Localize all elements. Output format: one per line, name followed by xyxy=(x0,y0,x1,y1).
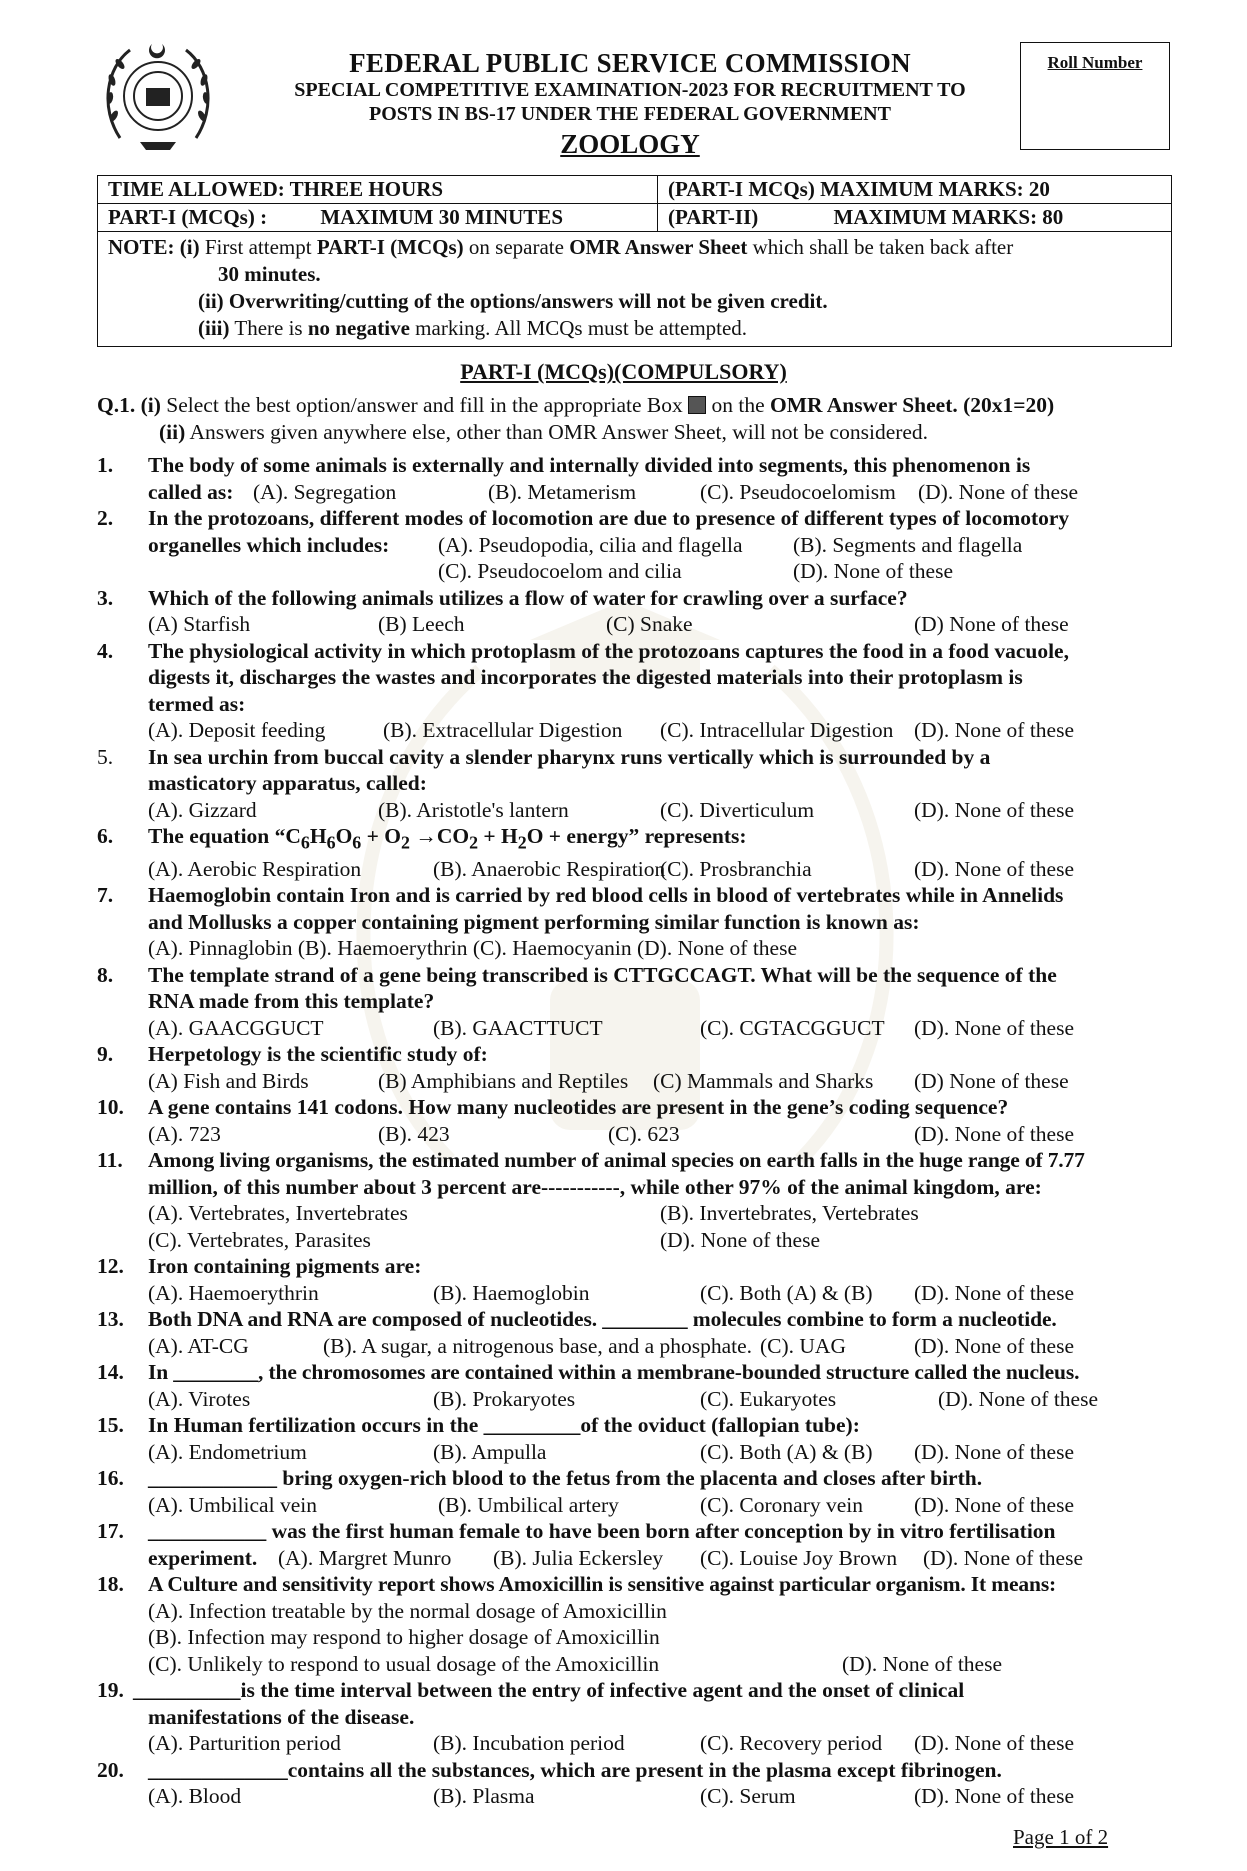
mcq-list xyxy=(97,452,1177,1810)
question-6: 6. The equation “$C_6H_6O_6 + O_2 \to CO_2 + H_2O$ + energy” represents: (A). Aerobic Respiration (B). Anaerobic Respiration (C). Prosbranchia (D). None of these xyxy=(97,824,1075,881)
q1-line-2: (ii) Answers given anywhere else, other than OMR Answer Sheet, will not be considered. xyxy=(159,419,929,444)
option-d[interactable]: (D). None of these xyxy=(923,1545,1084,1570)
option-c[interactable]: (C). Prosbranchia xyxy=(660,856,812,881)
option-c[interactable]: (C). Pseudocoelomism xyxy=(700,479,896,504)
option-c[interactable]: (C). Diverticulum xyxy=(660,797,815,822)
omr-box-icon xyxy=(688,396,706,414)
question-2: 2. In the protozoans, different modes of locomotion are due to presence of different types of locomotory organelles which includes: (A). Pseudopodia, cilia and flagella (B). Segments and flagella (C). Pseudocoelom and cilia (D). None of these xyxy=(97,506,1070,583)
question-17: 17. ___________ was the first human female to have been born after conception by in vitro fertilisation experiment. (A). Margret Munro (B). Julia Eckersley (C). Louise Joy Brown (D). None of these xyxy=(97,1519,1084,1570)
roll-number-label: Roll Number xyxy=(1047,53,1143,72)
option-c[interactable]: (C). Pseudocoelom and cilia xyxy=(438,559,682,583)
option-d[interactable]: (D). None of these xyxy=(914,797,1075,822)
option-b[interactable]: (B). Segments and flagella xyxy=(793,532,1023,557)
option-b[interactable]: (B). Metamerism xyxy=(488,479,637,504)
commission-title: FEDERAL PUBLIC SERVICE COMMISSION xyxy=(349,48,911,78)
question-11: 11. Among living organisms, the estimated number of animal species on earth falls in the huge range of 7.77 million, of this number about 3 percent are-----------, while other 97% of the animal kingdom, are: (A). Vertebrates, Invertebrates (B). Invertebrates, Vertebrates (C). Vertebrates, Parasites (D). None of these xyxy=(97,1148,1085,1252)
subject-title: ZOOLOGY xyxy=(560,129,700,159)
option-a[interactable]: (A). Parturition period xyxy=(148,1731,341,1756)
option-a[interactable]: (A). Haemoerythrin xyxy=(148,1280,319,1305)
question-1: 1. The body of some animals is externally and internally divided into segments, this phenomenon is called as: (A). Segregation (B). Metamerism (C). Pseudocoelomism (D). None of these xyxy=(97,452,1177,505)
page-number: Page 1 of 2 xyxy=(1013,1825,1109,1849)
option-c[interactable]: (C). UAG xyxy=(760,1333,846,1358)
option-d[interactable]: (D). None of these xyxy=(914,1280,1075,1305)
part1-time-cell xyxy=(98,204,658,231)
question-8: 8. The template strand of a gene being transcribed is CTTGCCAGT. What will be the sequence of the RNA made from this template? (A). GAACGGUCT (B). GAACTTUCT (C). CGTACGGUCT (D). None of these xyxy=(97,962,1075,1040)
option-d[interactable]: (D). None of these xyxy=(660,1227,821,1252)
option-d[interactable]: (D) None of these xyxy=(914,612,1069,636)
question-3: 3. Which of the following animals utilizes a flow of water for crawling over a surface? (A) Starfish (B) Leech (C) Snake (D) None of these xyxy=(97,585,1069,636)
option-c[interactable]: (C) Snake xyxy=(606,612,693,636)
option-a[interactable]: (A) Starfish xyxy=(148,612,251,636)
exam-header xyxy=(230,48,1030,160)
option-d[interactable]: (D). None of these xyxy=(914,718,1075,742)
info-row-1 xyxy=(98,176,1171,204)
question-15: 15. In Human fertilization occurs in the _________of the oviduct (fallopian tube): (A). Endometrium (B). Ampulla (C). Both (A) & (B) (D). None of these xyxy=(97,1413,1075,1464)
note-line-3: (iii) There is no negative marking. All MCQs must be attempted. xyxy=(198,316,748,340)
option-b[interactable]: (B). Anaerobic Respiration xyxy=(433,856,666,881)
option-b[interactable]: (B). Haemoglobin xyxy=(433,1280,590,1305)
part2-label: (PART-II) xyxy=(668,205,759,229)
question-13: 13. Both DNA and RNA are composed of nucleotides. ________ molecules combine to form a nucleotide. (A). AT-CG (B). A sugar, a nitrogenous base, and a phosphate. (C). UAG (D). None of these xyxy=(97,1307,1075,1358)
option-a[interactable]: (A). Infection treatable by the normal dosage of Amoxicillin xyxy=(148,1598,667,1623)
option-c[interactable]: (C). Recovery period xyxy=(700,1731,883,1756)
option-d[interactable]: (D). None of these xyxy=(914,1784,1075,1809)
note-line-1: NOTE: (i) First attempt PART-I (MCQs) on separate OMR Answer Sheet which shall be taken back after xyxy=(108,235,1014,259)
option-d[interactable]: (D). None of these xyxy=(914,1439,1075,1464)
option-b[interactable]: (B). Ampulla xyxy=(433,1439,547,1464)
question-5: 5. In sea urchin from buccal cavity a slender pharynx runs vertically which is surrounded by a masticatory apparatus, called: (A). Gizzard (B). Aristotle's lantern (C). Diverticulum (D). None of these xyxy=(97,744,1075,822)
option-a[interactable]: (A). GAACGGUCT xyxy=(148,1015,324,1040)
option-a[interactable]: (A). Deposit feeding xyxy=(148,718,326,742)
option-d[interactable]: (D). None of these xyxy=(914,1492,1075,1517)
option-b[interactable]: (B). Extracellular Digestion xyxy=(383,718,623,742)
question-9: 9. Herpetology is the scientific study of: (A) Fish and Birds (B) Amphibians and Reptiles (C) Mammals and Sharks (D) None of these xyxy=(97,1042,1069,1093)
option-a[interactable]: (A). Vertebrates, Invertebrates xyxy=(148,1201,408,1226)
option-b[interactable]: (B) Amphibians and Reptiles xyxy=(378,1068,629,1093)
question-20: 20. _____________contains all the substances, which are present in the plasma except fibrinogen. (A). Blood (B). Plasma (C). Serum (D). None of these xyxy=(97,1757,1075,1809)
option-b[interactable]: (B) Leech xyxy=(378,612,465,636)
option-c[interactable]: (C) Mammals and Sharks xyxy=(653,1068,874,1093)
option-b[interactable]: (B). A sugar, a nitrogenous base, and a phosphate. xyxy=(323,1333,753,1358)
exam-subtitle-line1: SPECIAL COMPETITIVE EXAMINATION-2023 FOR RECRUITMENT TO xyxy=(294,79,966,101)
option-b[interactable]: (B). Invertebrates, Vertebrates xyxy=(660,1201,919,1226)
option-b[interactable]: (B). Incubation period xyxy=(433,1731,625,1756)
question-12: 12. Iron containing pigments are: (A). Haemoerythrin (B). Haemoglobin (C). Both (A) & (B) (D). None of these xyxy=(97,1254,1075,1305)
options-line[interactable]: (A). Pinnaglobin (B). Haemoerythrin (C). Haemocyanin (D). None of these xyxy=(148,936,797,961)
option-d[interactable]: (D). None of these xyxy=(914,1015,1075,1040)
option-c[interactable]: (C). Coronary vein xyxy=(700,1492,864,1517)
exam-info-table xyxy=(97,175,1172,347)
question-19: 19. __________is the time interval between the entry of infective agent and the onset of clinical manifestations of the disease. (A). Parturition period (B). Incubation period (C). Recovery period (D). None of these xyxy=(97,1678,1075,1756)
option-a[interactable]: (A). 723 xyxy=(148,1121,221,1146)
option-c[interactable]: (C). Vertebrates, Parasites xyxy=(148,1227,371,1252)
option-d[interactable]: (D). None of these xyxy=(842,1651,1003,1676)
question-18: 18. A Culture and sensitivity report shows Amoxicillin is sensitive against particular organism. It means: (A). Infection treatable by the normal dosage of Amoxicillin (B). Infection may respond to higher dosage of Amoxicillin (C). Unlikely to respond to usual dosage of the Amoxicillin (D). None of these xyxy=(97,1572,1057,1676)
option-b[interactable]: (B). GAACTTUCT xyxy=(433,1015,603,1040)
note-line-2: (ii) Overwriting/cutting of the options/answers will not be given credit. xyxy=(198,289,828,313)
option-d[interactable]: (D). None of these xyxy=(914,1121,1075,1146)
option-a[interactable]: (A). Virotes xyxy=(148,1386,251,1411)
time-allowed: TIME ALLOWED: THREE HOURS xyxy=(98,176,658,203)
option-a[interactable]: (A). Blood xyxy=(148,1784,242,1809)
option-a[interactable]: (A). AT-CG xyxy=(148,1333,249,1358)
question-16: 16. ____________ bring oxygen-rich blood to the fetus from the placenta and closes after birth. (A). Umbilical vein (B). Umbilical artery (C). Coronary vein (D). None of these xyxy=(97,1466,1075,1517)
option-d[interactable]: (D). None of these xyxy=(914,1731,1075,1756)
option-b[interactable]: (B). Infection may respond to higher dosage of Amoxicillin xyxy=(148,1625,660,1650)
question-10: 10. A gene contains 141 codons. How many nucleotides are present in the gene’s coding sequence? (A). 723 (B). 423 (C). 623 (D). None of these xyxy=(97,1095,1075,1146)
part1-max-marks: (PART-I MCQs) MAXIMUM MARKS: 20 xyxy=(668,177,1050,201)
option-a[interactable]: (A). Segregation xyxy=(253,479,397,504)
exam-subtitle-line2: POSTS IN BS-17 UNDER THE FEDERAL GOVERNMENT xyxy=(369,103,891,125)
option-c[interactable]: (C). Both (A) & (B) xyxy=(700,1439,873,1464)
options-row: called as: (A). Segregation (B). Metamerism (C). Pseudocoelomism (D). None of these xyxy=(148,479,1079,504)
option-c[interactable]: (C). Unlikely to respond to usual dosage of the Amoxicillin xyxy=(148,1651,660,1676)
q1-instructions xyxy=(97,392,1177,445)
option-c[interactable]: (C). 623 xyxy=(608,1121,680,1146)
option-b[interactable]: (B). Umbilical artery xyxy=(438,1492,619,1517)
option-c[interactable]: (C). Eukaryotes xyxy=(700,1386,837,1411)
option-a[interactable]: (A). Pseudopodia, cilia and flagella xyxy=(438,532,743,557)
question-7: 7. Haemoglobin contain Iron and is carried by red blood cells in blood of vertebrates while in Annelids and Mollusks a copper containing pigment performing similar function is known as: (A). Pinnaglobin (B). Haemoerythrin (C). Haemocyanin (D). None of these xyxy=(97,883,1064,961)
option-b[interactable]: (B). Plasma xyxy=(433,1784,535,1809)
option-c[interactable]: (C). Both (A) & (B) xyxy=(700,1280,873,1305)
option-d[interactable]: (D). None of these xyxy=(918,479,1079,504)
option-d[interactable]: (D). None of these xyxy=(938,1386,1099,1411)
part1-time-label: PART-I (MCQs) : xyxy=(108,205,268,229)
option-b[interactable]: (B). 423 xyxy=(378,1121,450,1146)
part1-time-value: MAXIMUM 30 MINUTES xyxy=(320,205,563,229)
fpsc-emblem-icon xyxy=(100,38,216,154)
option-a[interactable]: (A). Margret Munro xyxy=(278,1545,452,1570)
option-c[interactable]: (C). Serum xyxy=(700,1784,796,1809)
question-4: 4. The physiological activity in which protoplasm of the protozoans captures the food in a food vacuole, digests it, discharges the wastes and incorporates the digested materials into their protoplasm is termed as: (A). Deposit feeding (B). Extracellular Digestion (C). Intracellular Digestion (D). None of these xyxy=(97,638,1075,742)
option-a[interactable]: (A) Fish and Birds xyxy=(148,1068,309,1093)
option-a[interactable]: (A). Aerobic Respiration xyxy=(148,856,362,881)
option-b[interactable]: (B). Aristotle's lantern xyxy=(378,797,569,822)
option-a[interactable]: (A). Umbilical vein xyxy=(148,1492,317,1517)
question-14: 14. In ________, the chromosomes are contained within a membrane-bounded structure called the nucleus. (A). Virotes (B). Prokaryotes (C). Eukaryotes (D). None of these xyxy=(97,1360,1099,1411)
note-line-1b: 30 minutes. xyxy=(218,262,321,286)
option-c[interactable]: (C). Intracellular Digestion xyxy=(660,718,894,742)
option-d[interactable]: (D). None of these xyxy=(914,856,1075,881)
part-title: PART-I (MCQs)(COMPULSORY) xyxy=(460,359,787,384)
option-b[interactable]: (B). Julia Eckersley xyxy=(493,1545,664,1570)
q1-line-1: Q.1. (i) Select the best option/answer and fill in the appropriate Box on the OMR Answer Sheet. (20x1=20) xyxy=(97,393,1055,417)
roll-number-box[interactable] xyxy=(1020,42,1170,150)
option-a[interactable]: (A). Endometrium xyxy=(148,1439,307,1464)
option-d[interactable]: (D). None of these xyxy=(914,1333,1075,1358)
info-row-2 xyxy=(98,204,1171,232)
option-b[interactable]: (B). Prokaryotes xyxy=(433,1386,576,1411)
part2-max-marks: MAXIMUM MARKS: 80 xyxy=(833,205,1064,229)
option-d[interactable]: (D) None of these xyxy=(914,1068,1069,1093)
option-c[interactable]: (C). CGTACGGUCT xyxy=(700,1015,885,1040)
option-c[interactable]: (C). Louise Joy Brown xyxy=(700,1545,898,1570)
part2-marks-cell xyxy=(658,204,1171,231)
exam-note xyxy=(98,232,1171,346)
option-d[interactable]: (D). None of these xyxy=(793,559,954,583)
option-a[interactable]: (A). Gizzard xyxy=(148,797,257,822)
